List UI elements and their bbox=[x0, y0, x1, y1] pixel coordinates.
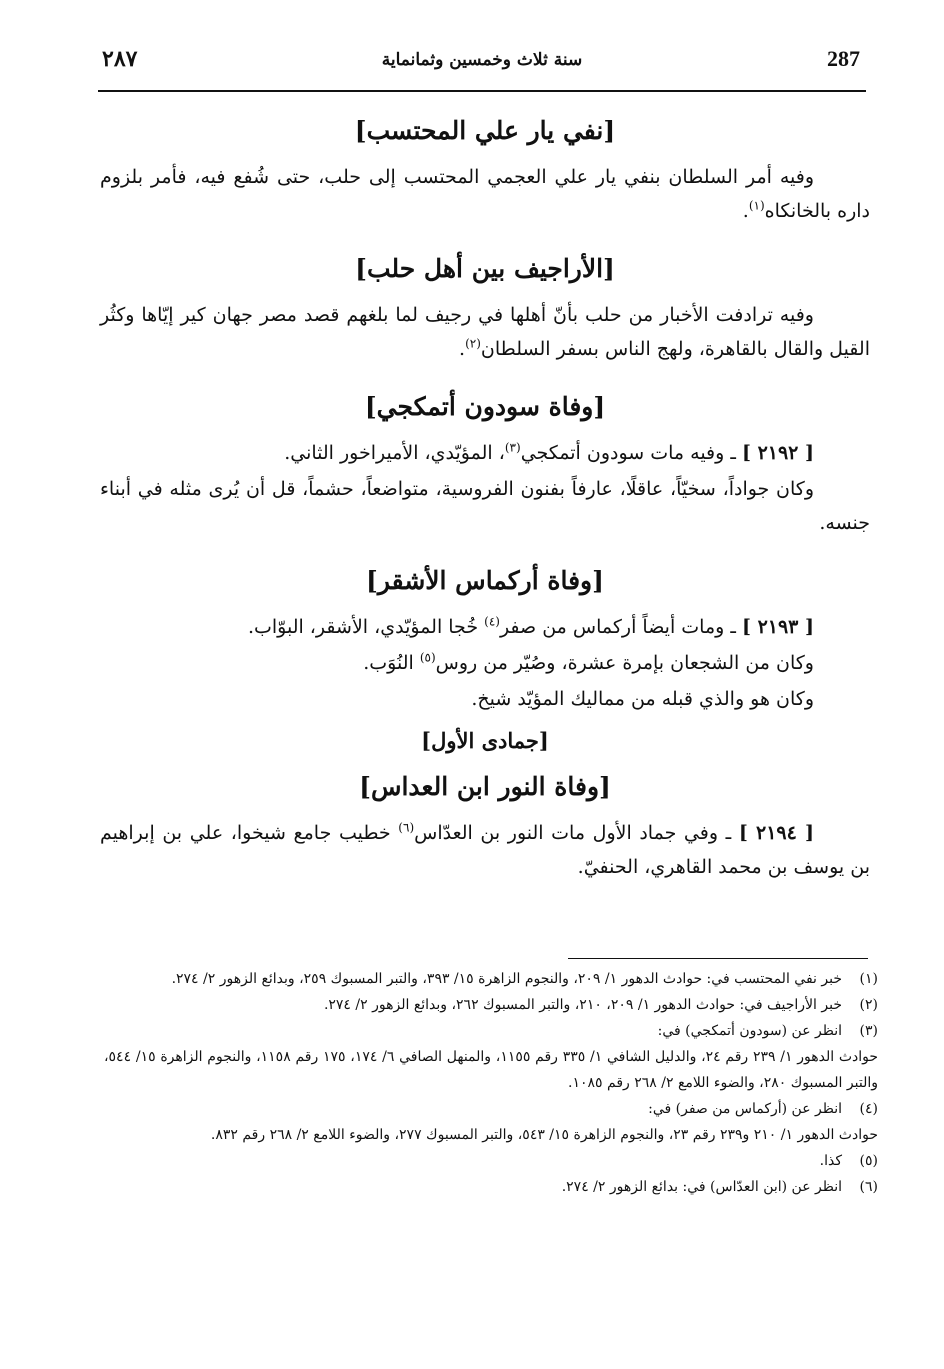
paragraph-rumors: وفيه ترادفت الأخبار من حلب بأنّ أهلها في رجيف لما بلغهم قصد مصر جهان كير إيّاها وكثُر القيل والقال بالقاهرة، ولهج الناس بسفر السلطان$^{(٢)}$. bbox=[100, 304, 870, 360]
paragraph-arkamas-rank: وكان من الشجعان بإمرة عشرة، وصُيّر من روس$^{(٥)}$ النُوَب. bbox=[363, 650, 814, 674]
footnote-ref-4[interactable]: (٤) bbox=[484, 614, 500, 629]
footnote-item bbox=[104, 1018, 878, 1044]
entry-2194: [ ٢١٩٤ ] ـ وفي جماد الأول مات النور بن العدّاس$^{(٦)}$ خطيب جامع شيخوا، علي بن إبراهيم بن يوسف بن محمد القاهري، الحنفيّ. bbox=[100, 820, 870, 878]
footnotes bbox=[104, 966, 878, 1200]
header-rule bbox=[98, 90, 866, 92]
paragraph-exile: وفيه أمر السلطان بنفي يار علي العجمي المحتسب إلى حلب، حتى شُفع فيه، فأمر بلزوم داره بالخانكاه$^{(١)}$. bbox=[100, 166, 870, 222]
month-heading: [جمادى الأول] bbox=[421, 728, 549, 753]
section-heading-arkamas: [وفاة أركماس الأشقر] bbox=[366, 566, 604, 595]
paragraph-sudun-description: وكان جواداً، سخيّاً، عاقلًا، عارفاً بفنون الفروسية، متواضعاً، حشماً، قل أن يُرى مثله في أبناء جنسه. bbox=[100, 478, 870, 534]
footnote-ref-2[interactable]: (٢) bbox=[465, 336, 481, 351]
footnote-number: (٤) bbox=[859, 1101, 878, 1117]
footnote-number: (٣) bbox=[859, 1023, 878, 1039]
footnote-number: (١) bbox=[859, 971, 878, 987]
footnote-text: انظر عن (ابن العدّاس) في: بدائع الزهور ٢/ ٢٧٤. bbox=[561, 1179, 842, 1195]
footnote-rule bbox=[568, 958, 868, 959]
page-number-arabic: ٢٨٧ bbox=[102, 46, 138, 72]
page-header bbox=[98, 44, 866, 92]
paragraph-arkamas-mamluk: وكان هو والذي قبله من مماليك المؤيّد شيخ. bbox=[471, 688, 814, 710]
entry-number: [ ٢١٩٢ ] bbox=[741, 442, 814, 464]
footnote-item bbox=[104, 1096, 878, 1122]
entry-number: [ ٢١٩٣ ] bbox=[741, 616, 814, 638]
footnote-text: خبر نفي المحتسب في: حوادث الدهور ١/ ٢٠٩، والنجوم الزاهرة ١٥/ ٣٩٣، والتبر المسبوك ٢٥٩، وبدائع الزهور ٢/ ٢٧٤. bbox=[171, 971, 842, 987]
footnote-item bbox=[104, 1148, 878, 1174]
footnote-item bbox=[104, 992, 878, 1018]
footnote-ref-3[interactable]: (٣) bbox=[504, 440, 521, 455]
main-text bbox=[100, 112, 870, 892]
footnote-ref-5[interactable]: (٥) bbox=[419, 650, 436, 665]
footnote-text: انظر عن (أركماس من صفر) في: bbox=[648, 1101, 842, 1117]
footnote-number: (٦) bbox=[859, 1179, 878, 1195]
footnote-continuation: حوادث الدهور ١/ ٢١٠ و٢٣٩ رقم ٢٣، والنجوم الزاهرة ١٥/ ٥٤٣، والتبر المسبوك ٢٧٧، والضوء اللامع ٢/ ٢٦٨ رقم ٨٣٢. bbox=[210, 1127, 878, 1143]
section-heading-sudun: [وفاة سودون أتمكجي] bbox=[364, 392, 606, 421]
running-title: سنة ثلاث وخمسين وثمانماية bbox=[381, 50, 583, 70]
footnote-ref-6[interactable]: (٦) bbox=[398, 820, 415, 835]
footnote-number: (٥) bbox=[859, 1153, 878, 1169]
section-heading-nur: [وفاة النور ابن العداس] bbox=[359, 772, 611, 801]
footnote-continuation: حوادث الدهور ١/ ٢٣٩ رقم ٢٤، والدليل الشافي ١/ ٣٣٥ رقم ١١٥٥، والمنهل الصافي ٦/ ١٧٤، ١٧٥ رقم ١١٥٨، والنجوم الزاهرة ١٥/ ٥٤٤، والتبر المسبوك ٢٨٠، والضوء اللامع ٢/ ٢٦٨ رقم ١٠٨٥. bbox=[104, 1049, 879, 1091]
footnote-text: انظر عن (سودون أتمكجي) في: bbox=[657, 1023, 842, 1039]
footnote-item bbox=[104, 966, 878, 992]
entry-2193: [ ٢١٩٣ ] ـ ومات أيضاً أركماس من صفر$^{(٤)}$ خُجا المؤيّدي، الأشقر، البوّاب. bbox=[247, 614, 814, 638]
section-heading-exile: [نفي يار علي المحتسب] bbox=[354, 116, 616, 145]
section-heading-rumors: [الأراجيف بين أهل حلب] bbox=[355, 254, 615, 283]
footnote-text: كذا. bbox=[819, 1153, 842, 1169]
footnote-ref-1[interactable]: (١) bbox=[748, 198, 765, 213]
footnote-number: (٢) bbox=[859, 997, 878, 1013]
footnote-text: خبر الأراجيف في: حوادث الدهور ١/ ٢٠٩، ٢١٠، والتبر المسبوك ٢٦٢، وبدائع الزهور ٢/ ٢٧٤. bbox=[323, 997, 842, 1013]
entry-2192: [ ٢١٩٢ ] ـ وفيه مات سودون أتمكجي$^{(٣)}$، المؤيّدي، الأميراخور الثاني. bbox=[284, 440, 814, 464]
footnote-item bbox=[104, 1174, 878, 1200]
entry-number: [ ٢١٩٤ ] bbox=[738, 822, 815, 844]
page-number-latin: 287 bbox=[827, 46, 860, 71]
